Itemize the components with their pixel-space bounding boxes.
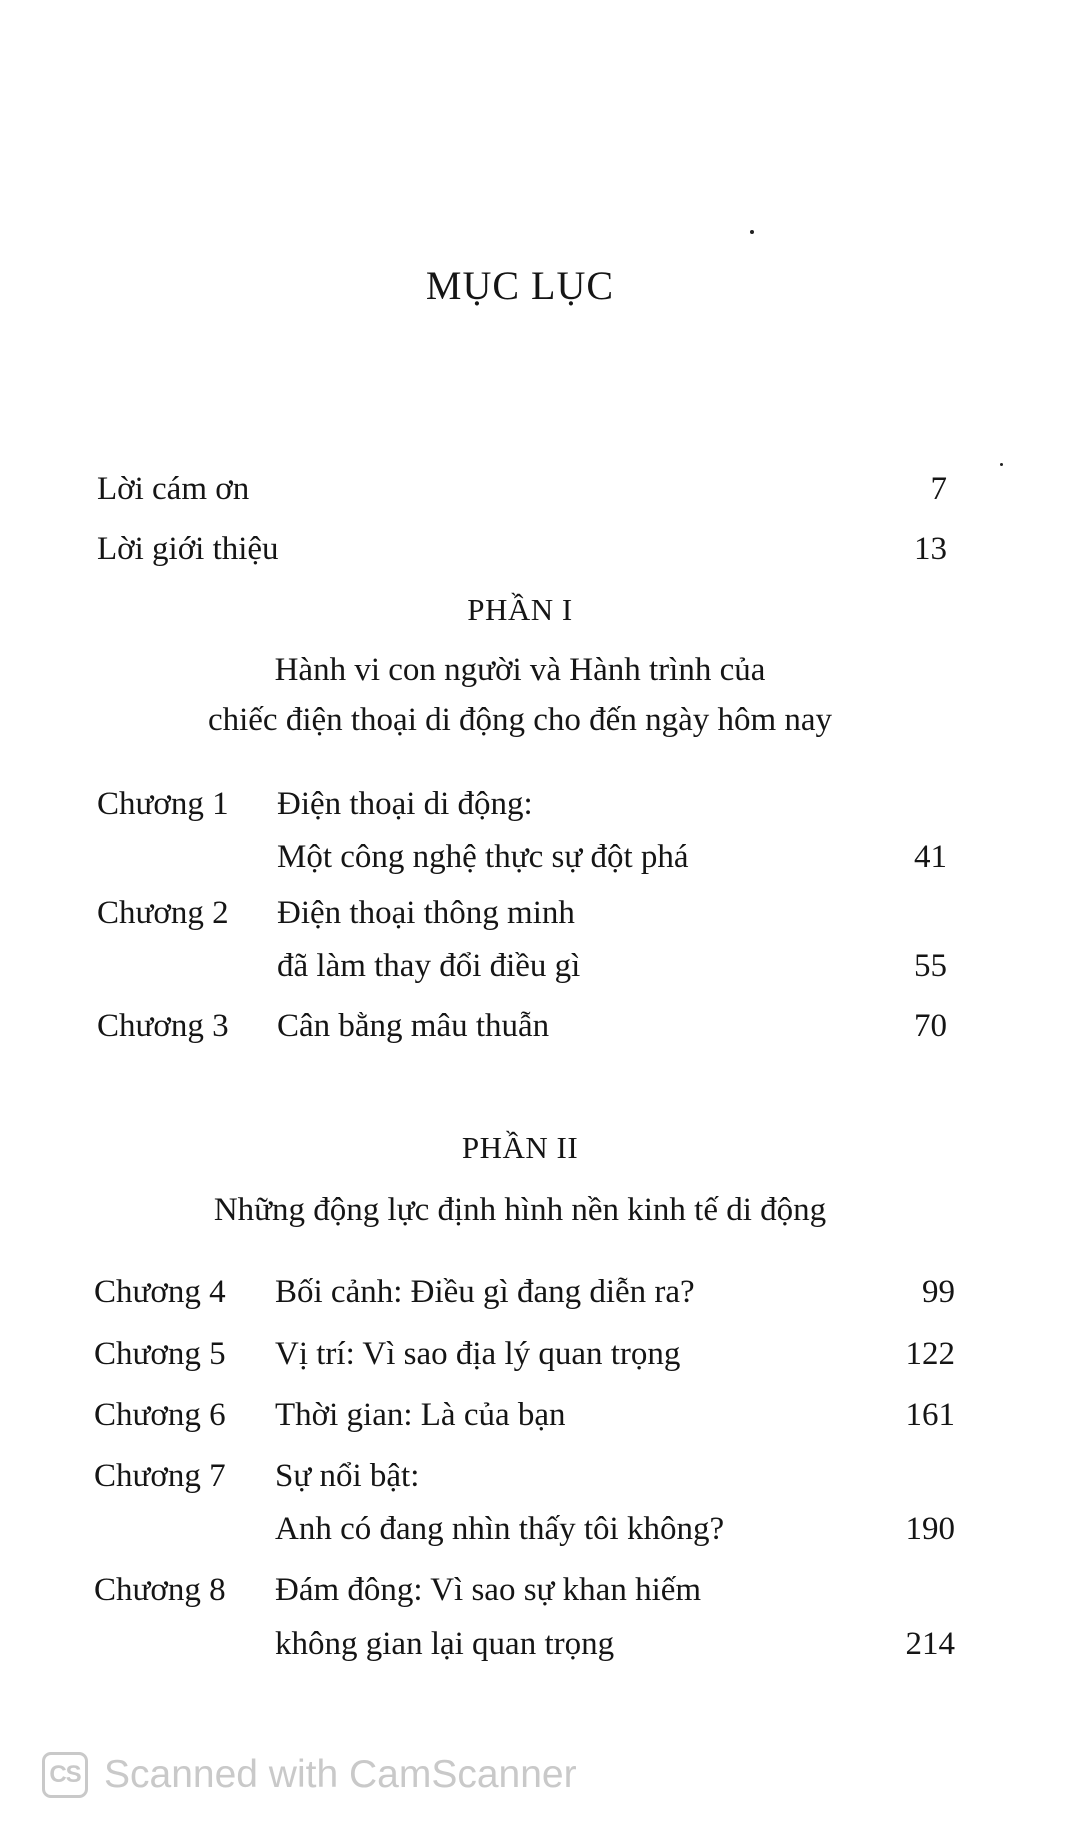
chapter-title-line: Sự nổi bật:: [275, 1458, 420, 1494]
chapter-title-line: không gian lại quan trọng: [275, 1626, 615, 1662]
chapter-label: Chương 8: [94, 1572, 226, 1608]
scan-speck: [750, 230, 754, 234]
chapter-page: 214: [905, 1626, 955, 1662]
chapter-label: Chương 5: [94, 1336, 226, 1372]
part-1-heading: PHẦN I: [467, 592, 573, 627]
toc-entry-introduction: [97, 529, 947, 569]
toc-entry-label: Lời cám ơn: [97, 471, 250, 507]
chapter-title-line: Cân bằng mâu thuẫn: [277, 1008, 550, 1044]
chapter-page: 55: [914, 948, 947, 984]
part-1-description-line: chiếc điện thoại di động cho đến ngày hôm nay: [207, 702, 833, 738]
part-2-heading: PHẦN II: [461, 1130, 579, 1165]
chapter-label: Chương 1: [97, 786, 229, 822]
chapter-label: Chương 6: [94, 1397, 226, 1433]
chapter-label: Chương 3: [97, 1008, 229, 1044]
watermark-text: Scanned with CamScanner: [104, 1753, 577, 1796]
page-title: MỤC LỤC: [425, 263, 615, 308]
chapter-title-line: Điện thoại di động:: [277, 786, 533, 822]
camscanner-logo-icon: CS: [42, 1752, 88, 1798]
toc-entry-acknowledgements: [97, 469, 947, 509]
chapter-title-line: Bối cảnh: Điều gì đang diễn ra?: [275, 1274, 695, 1310]
chapter-title-line: Anh có đang nhìn thấy tôi không?: [275, 1511, 725, 1547]
chapter-title-line: Vị trí: Vì sao địa lý quan trọng: [275, 1336, 681, 1372]
chapter-title-line: Thời gian: Là của bạn: [275, 1397, 566, 1433]
chapter-title-line: Đám đông: Vì sao sự khan hiếm: [275, 1572, 702, 1608]
chapter-label: Chương 7: [94, 1458, 226, 1494]
toc-entry-page: 13: [914, 531, 947, 567]
part-1-description-line: Hành vi con người và Hành trình của: [274, 652, 766, 688]
chapter-page: 41: [914, 839, 947, 875]
part-2-description-line: Những động lực định hình nền kinh tế di động: [213, 1192, 827, 1228]
chapter-title-line: Một công nghệ thực sự đột phá: [277, 839, 689, 875]
chapter-page: 122: [905, 1336, 955, 1372]
chapter-label: Chương 4: [94, 1274, 226, 1310]
chapter-title-line: Điện thoại thông minh: [277, 895, 575, 931]
toc-entry-label: Lời giới thiệu: [97, 531, 279, 567]
toc-entry-page: 7: [930, 471, 947, 507]
scan-speck: [1000, 463, 1003, 466]
chapter-page: 70: [914, 1008, 947, 1044]
chapter-label: Chương 2: [97, 895, 229, 931]
chapter-page: 190: [905, 1511, 955, 1547]
camscanner-watermark: [42, 1745, 577, 1805]
chapter-page: 161: [905, 1397, 955, 1433]
chapter-page: 99: [922, 1274, 955, 1310]
chapter-title-line: đã làm thay đổi điều gì: [277, 948, 581, 984]
